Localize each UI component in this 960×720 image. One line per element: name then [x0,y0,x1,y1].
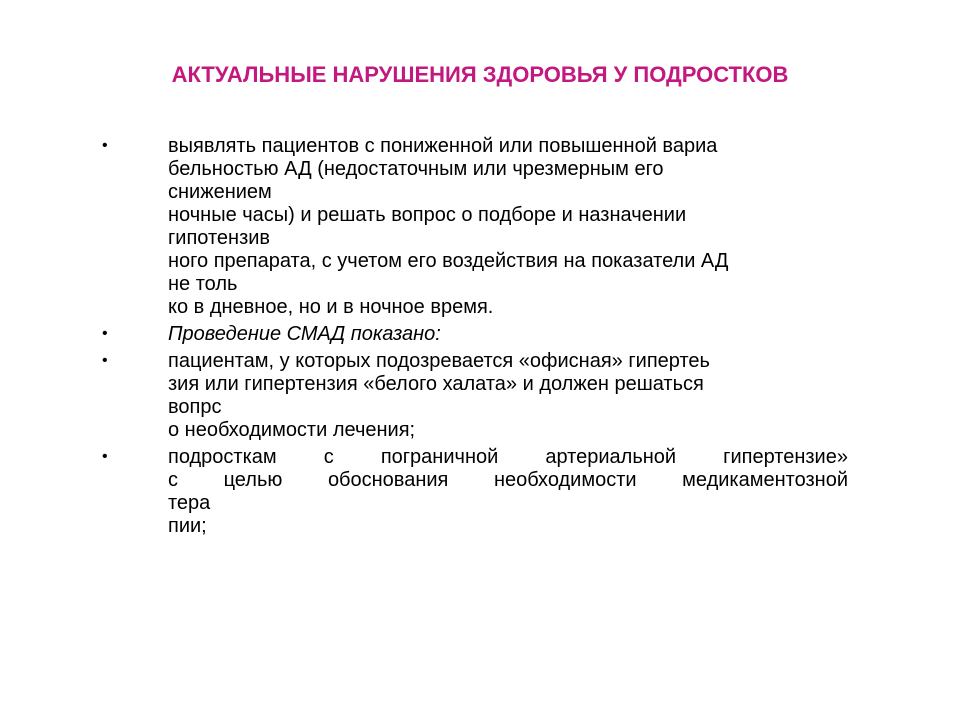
word: медикаментозной [682,469,848,491]
text-line: пациентам, у которых подозревается «офисная» гипертеь [168,350,710,372]
bullet-icon: • [102,352,108,369]
bullet-item [102,323,862,346]
bullet-text [168,135,848,319]
text-line: ко в дневное, но и в ночное время. [168,296,494,318]
word: артериальной [545,446,677,468]
text-line: вопрс [168,396,222,418]
word: с [168,469,178,491]
word: пограничной [380,446,499,468]
bullet-text [168,350,848,442]
word: необходимости [493,469,637,491]
bullet-list [102,135,862,542]
text-line: не толь [168,273,238,295]
bullet-text [168,323,848,346]
slide-title: АКТУАЛЬНЫЕ НАРУШЕНИЯ ЗДОРОВЬЯ У ПОДРОСТКОВ [171,62,789,87]
text-line: гипотензив [168,227,271,249]
word: с [323,446,334,468]
text-line: о необходимости лечения; [168,419,416,441]
bullet-icon: • [102,137,108,154]
bullet-icon: • [102,448,108,465]
text-line: бельностью АД (недостаточным или чрезмерным его [168,158,664,180]
bullet-item [102,135,862,319]
text-line: пии; [168,515,207,537]
text-line: Проведение СМАД показано: [168,323,441,345]
word: подросткам [168,446,277,468]
word: обоснования [327,469,449,491]
bullet-text [168,446,848,538]
word: целью [223,469,283,491]
bullet-item [102,446,862,538]
text-line: снижением [168,181,272,203]
text-line [168,446,848,469]
bullet-item [102,350,862,442]
text-line [168,469,848,492]
text-line: ночные часы) и решать вопрос о подборе и назначении [168,204,687,226]
text-line: ного препарата, с учетом его воздействия на показатели АД [168,250,729,272]
text-line: выявлять пациентов с пониженной или повышенной вариа [168,135,718,157]
text-line: тера [168,492,211,514]
text-line: зия или гипертензия «белого халата» и должен решаться [168,373,704,395]
bullet-icon: • [102,325,108,342]
word: гипертензие» [723,446,848,468]
